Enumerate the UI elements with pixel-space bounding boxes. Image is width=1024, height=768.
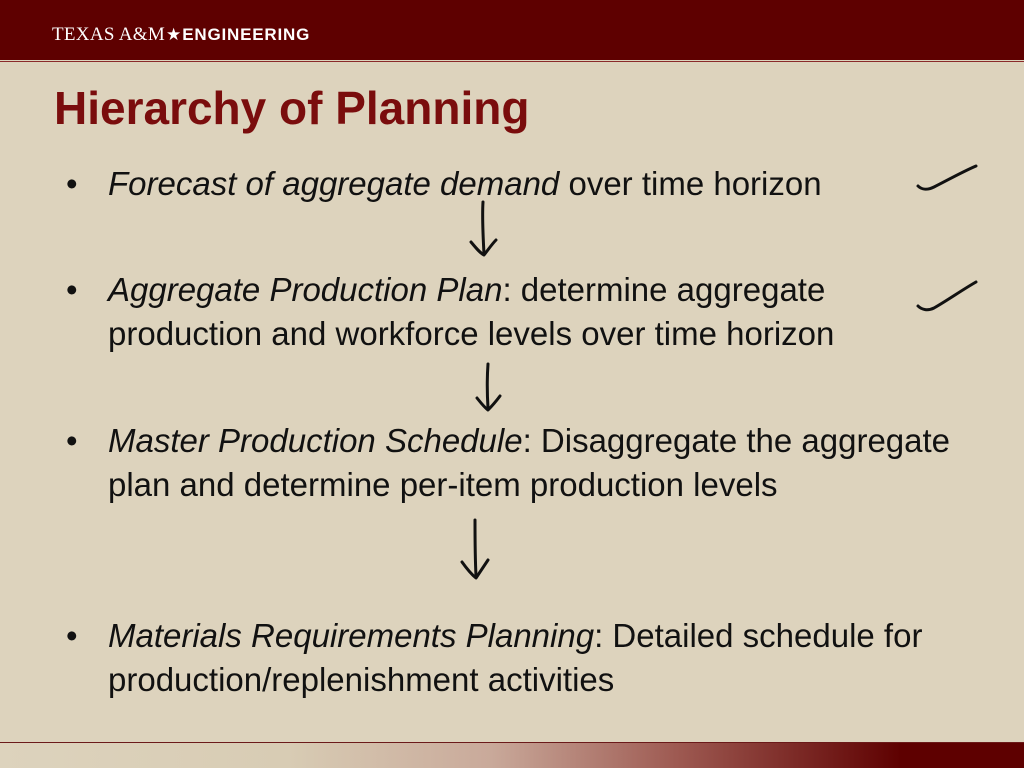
bullet-rest: : Detailed schedule for production/replenishment activities xyxy=(108,617,923,698)
checkmark-icon xyxy=(910,160,980,200)
bullet-text xyxy=(108,419,966,507)
bullet-text xyxy=(108,268,966,356)
bullet-dot: • xyxy=(66,165,78,202)
down-arrow-icon xyxy=(466,198,506,264)
bullet-master-production-schedule xyxy=(66,419,966,507)
bullet-emphasis: Master Production Schedule xyxy=(108,422,523,459)
bullet-emphasis: Aggregate Production Plan xyxy=(108,271,503,308)
bullet-forecast xyxy=(66,162,966,206)
header-divider xyxy=(0,61,1024,62)
down-arrow-icon xyxy=(458,516,498,586)
bullet-dot: • xyxy=(66,617,78,654)
logo-texas-am-text: TEXAS A&M xyxy=(52,24,166,45)
slide-title: Hierarchy of Planning xyxy=(54,82,530,134)
bullet-aggregate-production-plan xyxy=(66,268,966,356)
bullet-text xyxy=(108,162,966,206)
checkmark-icon xyxy=(912,276,982,320)
star-icon: ★ xyxy=(166,25,182,44)
bullet-dot: • xyxy=(66,422,78,459)
bullet-text xyxy=(108,614,966,702)
footer-gradient-band xyxy=(0,743,1024,768)
texas-am-engineering-logo xyxy=(52,24,310,46)
bullet-rest: : determine aggregate production and workforce levels over time horizon xyxy=(108,271,835,352)
bullet-emphasis: Forecast of aggregate demand xyxy=(108,165,560,202)
bullet-materials-requirements-planning xyxy=(66,614,966,702)
logo-engineering-text: ENGINEERING xyxy=(182,25,311,44)
bullet-emphasis: Materials Requirements Planning xyxy=(108,617,595,654)
bullet-dot: • xyxy=(66,271,78,308)
bullet-rest: over time horizon xyxy=(559,165,822,202)
down-arrow-icon xyxy=(472,360,512,418)
bullet-rest: : Disaggregate the aggregate plan and determine per-item production levels xyxy=(108,422,951,503)
